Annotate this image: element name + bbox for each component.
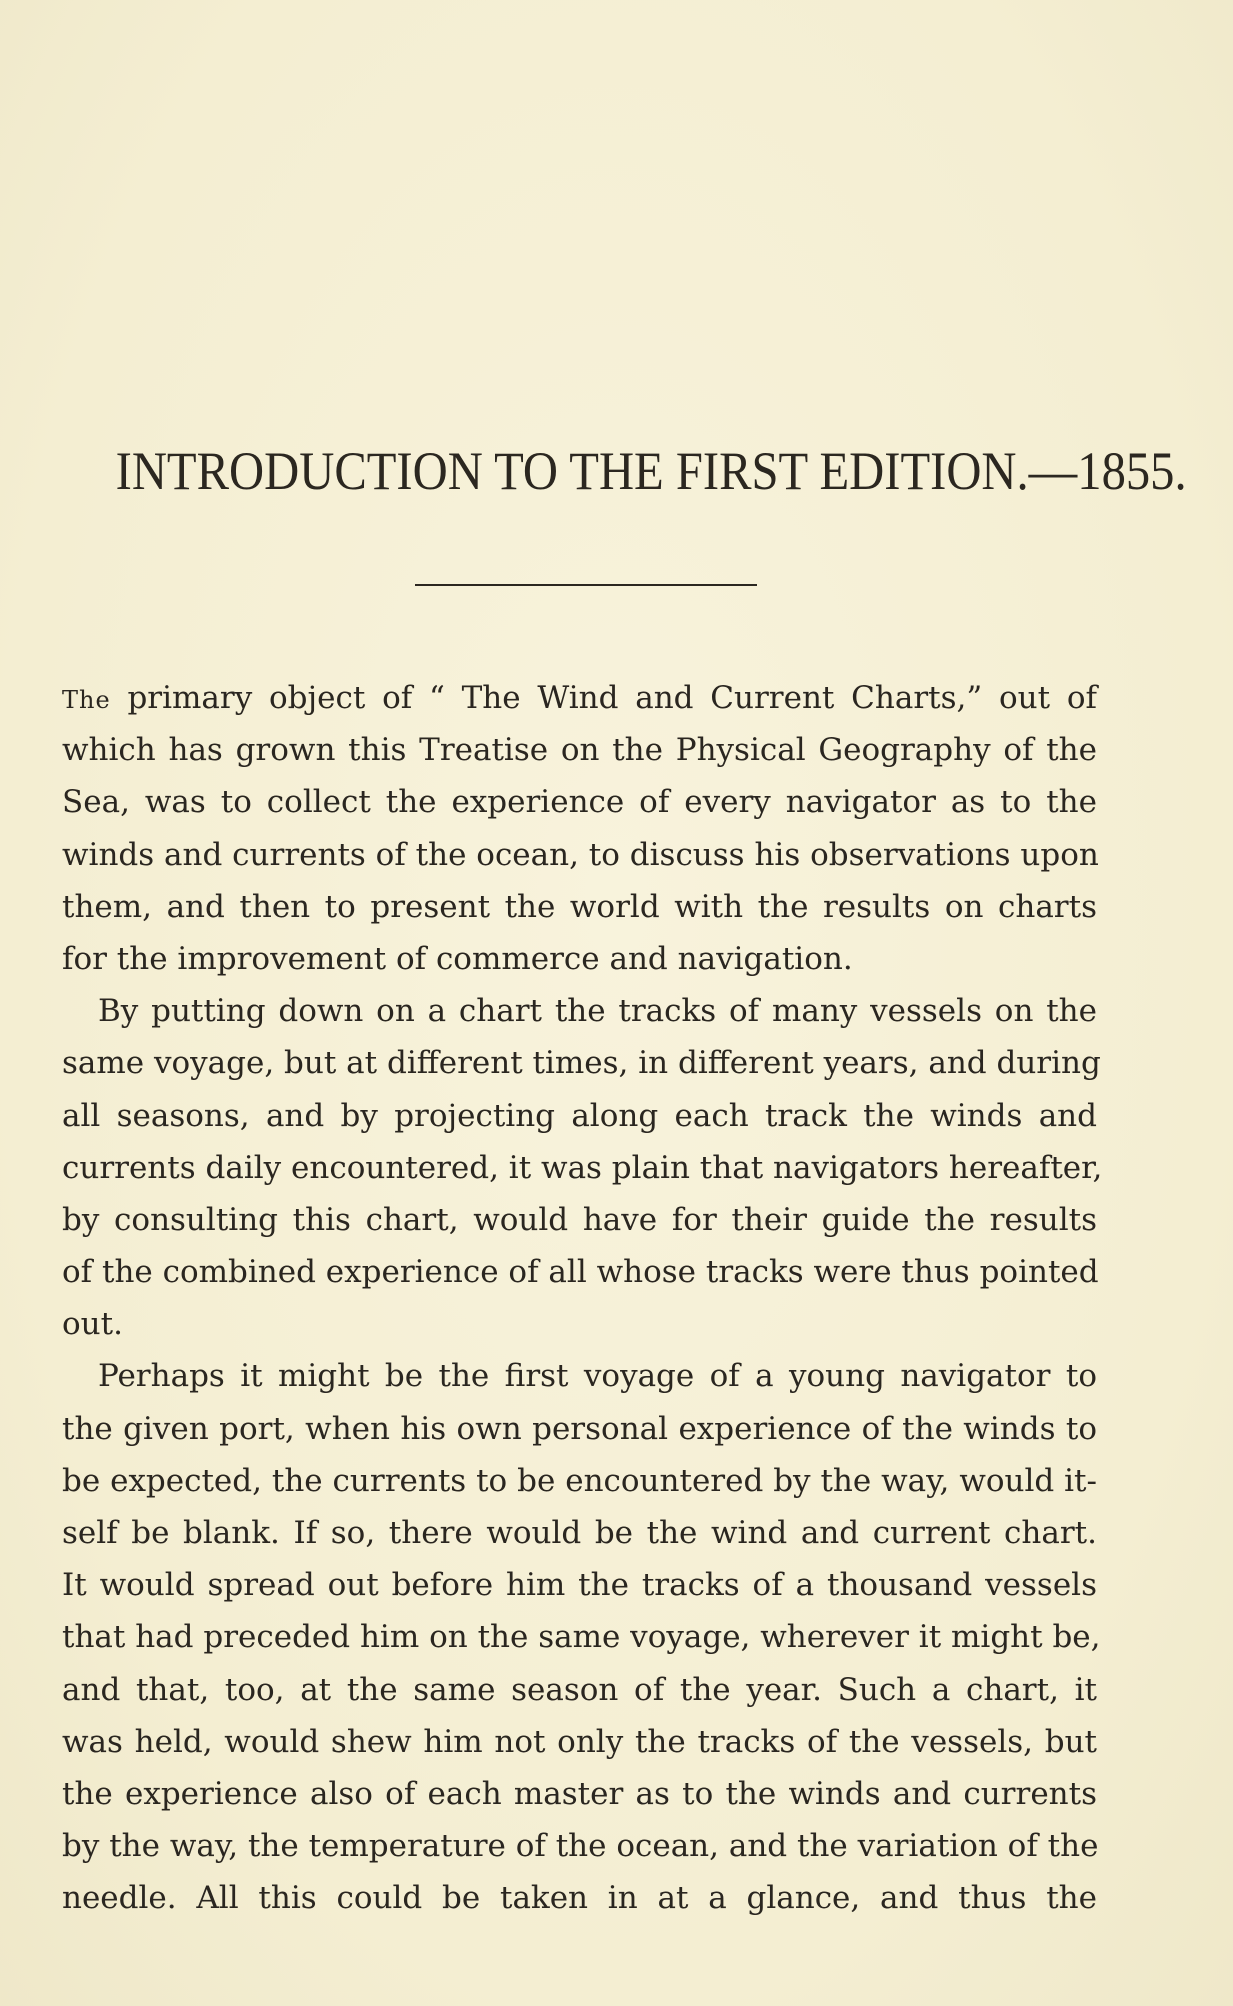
chapter-heading: INTRODUCTION TO THE FIRST EDITION.—1855. [115,441,1187,501]
heading-rule [415,584,757,586]
text-line: by the way, the temperature of the ocean, and the variation of the [62,1828,1099,1865]
text-line: by consulting this chart, would have for their guide the results [62,1201,1097,1238]
text-line: needle. All this could be taken in at a glance, and thus the [62,1880,1097,1917]
text-line: the experience also of each master as to the winds and currents [62,1775,1097,1812]
text-line: By putting down on a chart the tracks of many vessels on the [98,993,1097,1030]
text-line: winds and currents of the ocean, to discuss his observations upon [62,836,1099,873]
text-line: them, and then to present the world with the results on charts [62,888,1097,925]
text-line: out. [62,1306,123,1343]
lead-word: The [62,686,111,714]
text-line: self be blank. If so, there would be the wind and current chart. [62,1515,1097,1551]
text-line: It would spread out before him the tracks of a thousand vessels [62,1567,1097,1604]
text-line: the given port, when his own personal experience of the winds to [62,1410,1097,1447]
text-line: Perhaps it might be the first voyage of a young navigator to [98,1358,1097,1395]
text-line: that had preceded him on the same voyage, wherever it might be, [62,1619,1101,1656]
text-line: which has grown this Treatise on the Physical Geography of the [62,732,1097,769]
text-line: of the combined experience of all whose tracks were thus pointed [62,1254,1099,1291]
text-line: currents daily encountered, it was plain that navigators hereafter, [62,1149,1103,1186]
text-line: be expected, the currents to be encountered by the way, would it- [62,1462,1097,1499]
text-line: was held, would shew him not only the tracks of the vessels, but [62,1723,1097,1760]
text-line: Sea, was to collect the experience of every navigator as to the [62,784,1097,821]
text-line: same voyage, but at different times, in different years, and during [62,1045,1101,1082]
text-line: for the improvement of commerce and navigation. [62,940,853,977]
text-line: all seasons, and by projecting along each track the winds and [62,1097,1097,1134]
text-line: and that, too, at the same season of the year. Such a chart, it [62,1671,1097,1708]
body-text [62,672,1103,1925]
text-line: The primary object of “ The Wind and Current Charts,” out of [62,680,1097,716]
